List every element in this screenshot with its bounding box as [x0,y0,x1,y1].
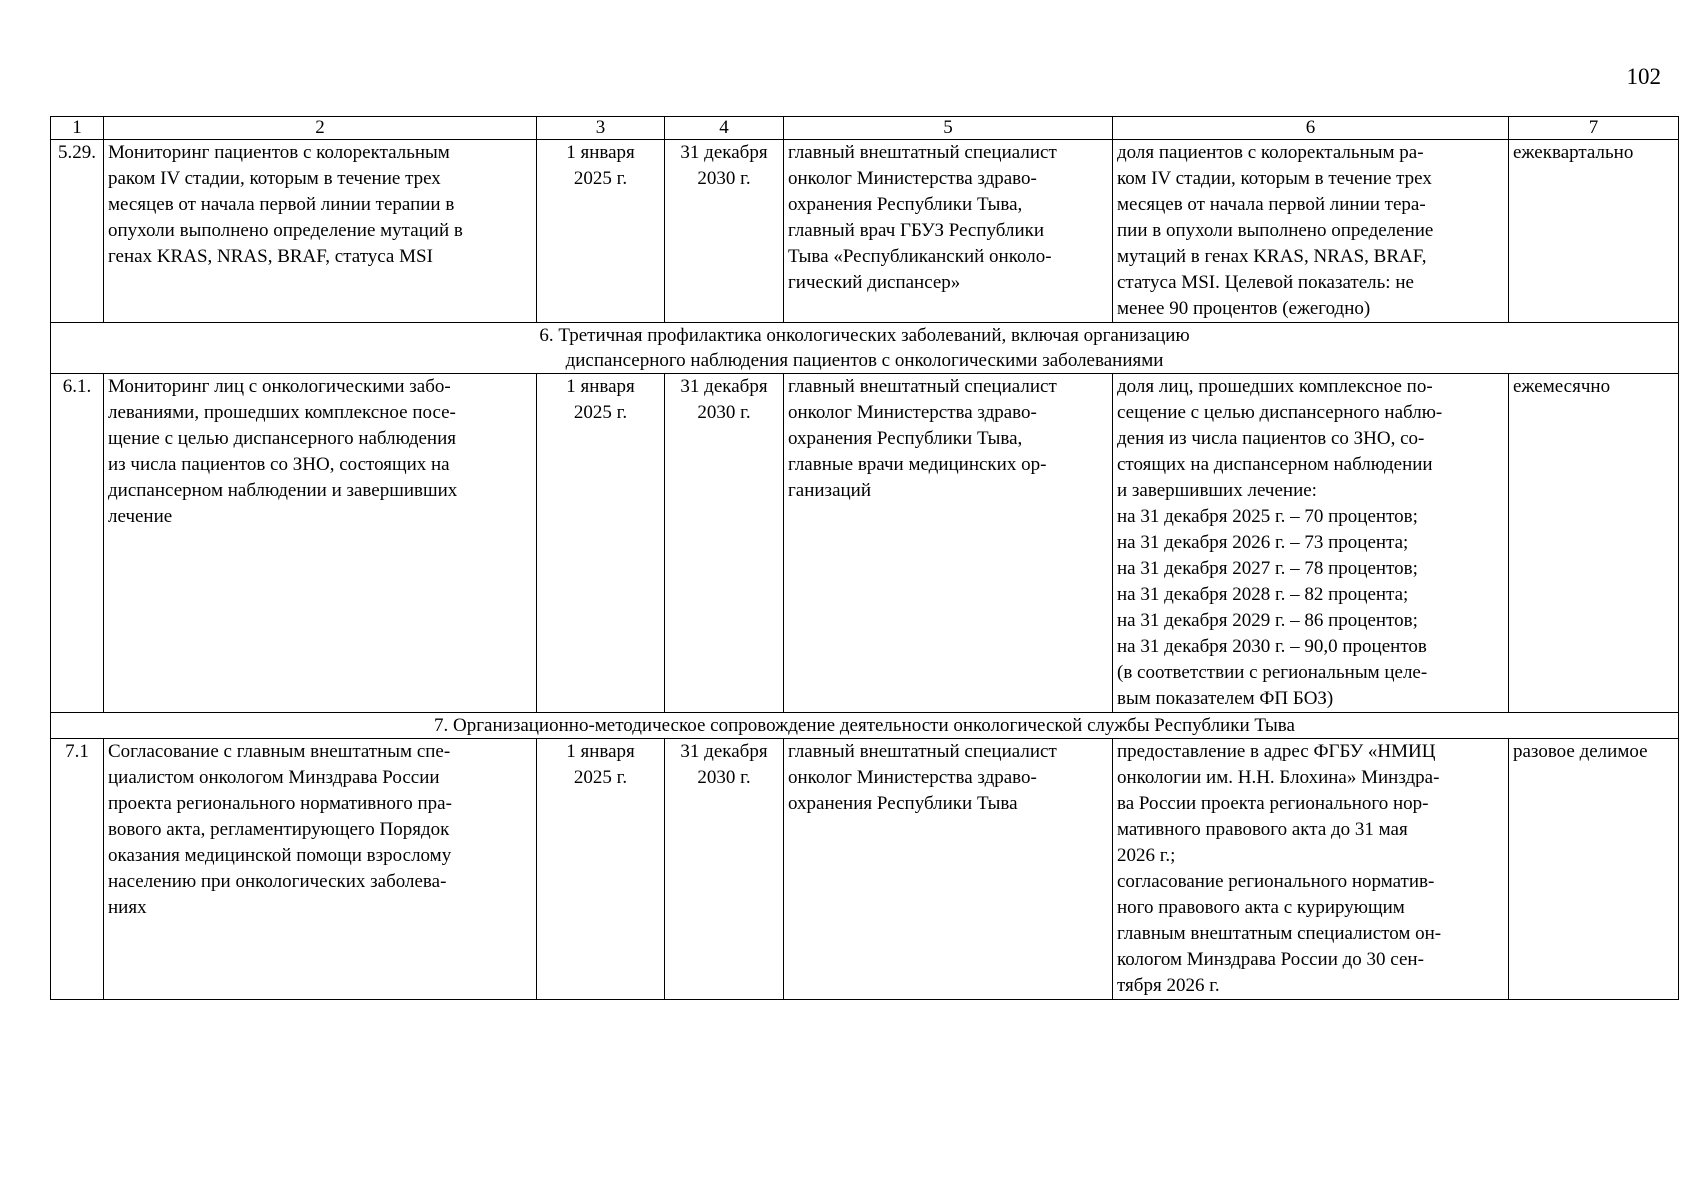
indicator-line: (в соответствии с региональным целе- [1117,662,1428,683]
indicator-line: менее 90 процентов (ежегодно) [1117,298,1371,319]
end-date-line: 31 декабря [680,741,768,762]
event-line: щение с целью диспансерного наблюдения [108,428,457,449]
indicator-line: ком IV стадии, которым в течение трех [1117,168,1432,189]
event-line: Мониторинг пациентов с колоректальным [108,142,450,163]
event-line: населению при онкологических заболева- [108,871,447,892]
responsible-line: главный врач ГБУЗ Республики [788,220,1045,241]
start-date-line: 1 января [566,741,635,762]
end-date-line: 2030 г. [697,402,751,423]
indicator-line: 2026 г.; [1117,845,1176,866]
responsible-line: главный внештатный специалист [788,741,1057,762]
indicator-line: кологом Минздрава России до 30 сен- [1117,949,1424,970]
indicator-line: дения из числа пациентов со ЗНО, со- [1117,428,1425,449]
section-heading-line: 6. Третичная профилактика онкологических заболеваний, включая организацию [539,325,1190,346]
responsible-line: онколог Министерства здраво- [788,767,1037,788]
responsible-line: онколог Министерства здраво- [788,402,1037,423]
end-date-cell [665,739,784,1000]
indicator-line: ва России проекта регионального нор- [1117,793,1429,814]
responsible-cell [784,739,1113,1000]
event-line: леваниями, прошедших комплексное посе- [108,402,456,423]
indicator-line: на 31 декабря 2029 г. – 86 процентов; [1117,610,1418,631]
column-header-3: 3 [537,117,665,140]
event-line: вового акта, регламентирующего Порядок [108,819,450,840]
responsible-line: охранения Республики Тыва, [788,428,1023,449]
section-heading [51,713,1679,739]
section-heading-row [51,713,1679,739]
end-date-line: 2030 г. [697,767,751,788]
indicator-line: мативного правового акта до 31 мая [1117,819,1408,840]
start-date-line: 1 января [566,142,635,163]
event-line: лечение [108,506,173,527]
event-line: из числа пациентов со ЗНО, состоящих на [108,454,450,475]
responsible-line: онколог Министерства здраво- [788,168,1037,189]
indicator-line: статуса MSI. Целевой показатель: не [1117,272,1414,293]
end-date-cell [665,140,784,323]
indicator-cell [1113,374,1509,713]
event-line: ниях [108,897,147,918]
table-row [51,739,1679,1000]
start-date-line: 2025 г. [573,168,628,189]
indicator-line: доля лиц, прошедших комплексное по- [1117,376,1433,397]
end-date-line: 31 декабря [680,142,768,163]
indicator-line: на 31 декабря 2025 г. – 70 процентов; [1117,506,1418,527]
table-body [51,140,1679,1000]
frequency-cell: ежеквартально [1509,140,1679,323]
column-header-1: 1 [51,117,104,140]
indicator-line: вым показателем ФП БОЗ) [1117,688,1334,709]
end-date-cell [665,374,784,713]
event-line: раком IV стадии, которым в течение трех [108,168,441,189]
indicator-line: на 31 декабря 2030 г. – 90,0 процентов [1117,636,1427,657]
responsible-line: главный внештатный специалист [788,376,1057,397]
item-number: 7.1 [51,739,104,1000]
responsible-line: охранения Республики Тыва, [788,194,1023,215]
page-number: 102 [1626,64,1661,89]
section-heading [51,323,1679,374]
column-number-row [51,117,1679,140]
indicator-cell [1113,739,1509,1000]
item-number: 5.29. [51,140,104,323]
event-line: циалистом онкологом Минздрава России [108,767,440,788]
column-header-7: 7 [1509,117,1679,140]
section-heading-line: 7. Организационно-методическое сопровождение деятельности онкологической службы Республики Тыва [434,715,1295,736]
frequency-cell: разовое делимое [1509,739,1679,1000]
indicator-line: и завершивших лечение: [1117,480,1317,501]
event-line: оказания медицинской помощи взрослому [108,845,452,866]
event-line: диспансерном наблюдении и завершивших [108,480,458,501]
indicator-line: на 31 декабря 2027 г. – 78 процентов; [1117,558,1418,579]
event-cell [104,374,537,713]
responsible-cell [784,374,1113,713]
event-line: опухоли выполнено определение мутаций в [108,220,463,241]
event-line: Согласование с главным внештатным спе- [108,741,451,762]
indicator-line: на 31 декабря 2028 г. – 82 процента; [1117,584,1409,605]
event-line: генах KRAS, NRAS, BRAF, статуса MSI [108,246,433,267]
indicator-line: доля пациентов с колоректальным ра- [1117,142,1424,163]
indicator-line: месяцев от начала первой линии тера- [1117,194,1426,215]
section-heading-row [51,323,1679,374]
indicator-cell [1113,140,1509,323]
responsible-line: главные врачи медицинских ор- [788,454,1047,475]
column-header-4: 4 [665,117,784,140]
indicator-line: согласование регионального норматив- [1117,871,1435,892]
end-date-line: 2030 г. [697,168,751,189]
start-date-line: 2025 г. [573,767,628,788]
responsible-line: гический диспансер» [788,272,961,293]
event-cell [104,140,537,323]
indicator-line: сещение с целью диспансерного наблю- [1117,402,1443,423]
event-cell [104,739,537,1000]
indicator-line: на 31 декабря 2026 г. – 73 процента; [1117,532,1409,553]
indicator-line: стоящих на диспансерном наблюдении [1117,454,1433,475]
start-date-cell [537,140,665,323]
indicator-line: предоставление в адрес ФГБУ «НМИЦ [1117,741,1436,762]
start-date-line: 1 января [566,376,635,397]
start-date-cell [537,374,665,713]
responsible-line: Тыва «Республиканский онколо- [788,246,1052,267]
section-heading-line: диспансерного наблюдения пациентов с онкологическими заболеваниями [565,350,1164,371]
responsible-line: ганизаций [788,480,872,501]
event-line: Мониторинг лиц с онкологическими забо- [108,376,451,397]
indicator-line: тября 2026 г. [1117,975,1220,996]
start-date-cell [537,739,665,1000]
event-line: месяцев от начала первой линии терапии в [108,194,455,215]
responsible-line: главный внештатный специалист [788,142,1057,163]
column-header-6: 6 [1113,117,1509,140]
frequency-cell: ежемесячно [1509,374,1679,713]
indicator-line: онкологии им. Н.Н. Блохина» Минздра- [1117,767,1440,788]
column-header-5: 5 [784,117,1113,140]
indicator-line: главным внештатным специалистом он- [1117,923,1442,944]
responsible-line: охранения Республики Тыва [788,793,1018,814]
start-date-line: 2025 г. [573,402,628,423]
responsible-cell [784,140,1113,323]
indicator-line: пии в опухоли выполнено определение [1117,220,1434,241]
indicator-line: ного правового акта с курирующим [1117,897,1405,918]
item-number: 6.1. [51,374,104,713]
column-header-2: 2 [104,117,537,140]
table-row [51,374,1679,713]
plan-table [50,116,1679,1000]
table-row [51,140,1679,323]
indicator-line: мутаций в генах KRAS, NRAS, BRAF, [1117,246,1427,267]
end-date-line: 31 декабря [680,376,768,397]
event-line: проекта регионального нормативного пра- [108,793,452,814]
